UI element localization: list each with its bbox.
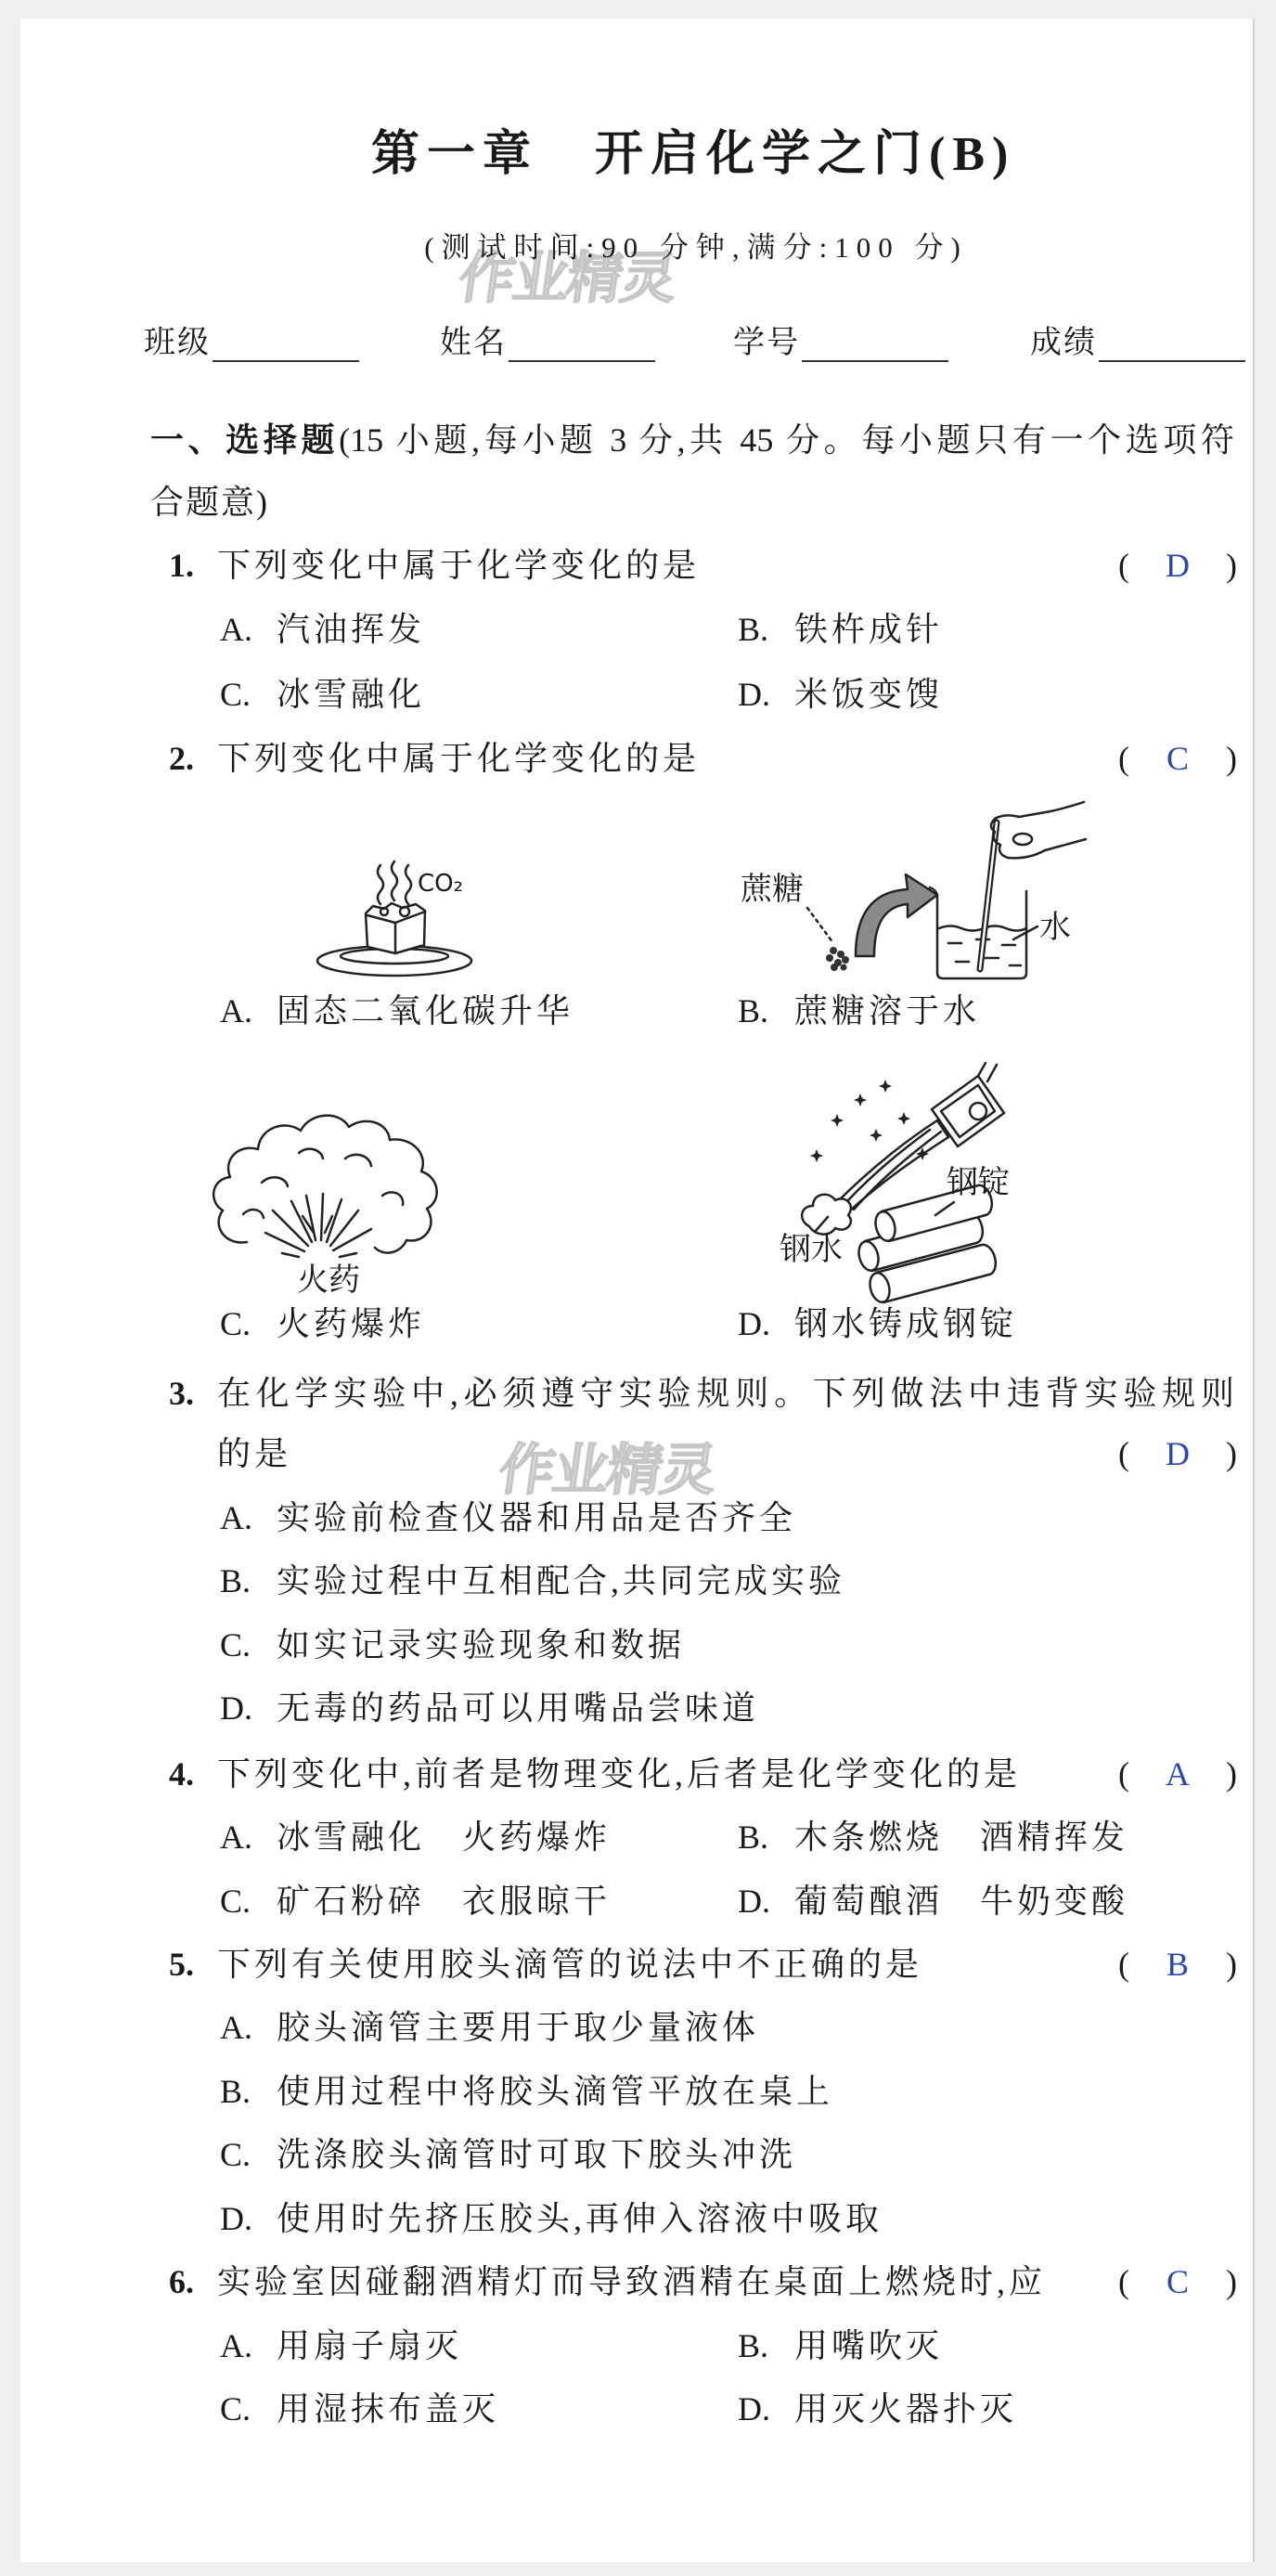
answer-open-paren: ( (1118, 1946, 1129, 1983)
option-label: B. (738, 992, 769, 1029)
question-stem: 下列变化中属于化学变化的是 (217, 547, 701, 584)
vapor-line (406, 865, 411, 904)
section-note-continued: 合题意) (150, 484, 269, 521)
figure-label-sugar: 蔗糖 (741, 871, 804, 908)
section-title: 一、选择题 (150, 421, 340, 459)
option-a (220, 611, 425, 648)
option-label: C. (220, 1883, 251, 1920)
option-b (220, 2073, 833, 2110)
option-text: 用嘴吹灭 (794, 2327, 944, 2364)
option-a (220, 1819, 611, 1856)
option-a (220, 2327, 462, 2364)
option-c (220, 1883, 611, 1920)
question-number: 5. (169, 1946, 194, 1983)
option-text: 蔗糖溶于水 (794, 992, 981, 1029)
class-label: 班级 (144, 326, 211, 360)
question-stem: 下列变化中属于化学变化的是 (217, 740, 701, 777)
figure-label-molten-steel: 钢水 (780, 1231, 843, 1268)
option-text: 使用时先挤压胶头,再伸入溶液中吸取 (277, 2200, 883, 2237)
option-text: 用灭火器扑灭 (794, 2390, 1018, 2427)
option-label: D. (738, 1305, 770, 1342)
answer-letter: C (1166, 2263, 1189, 2300)
option-label: C. (220, 676, 251, 713)
figure-molten-steel-casting (772, 1063, 1037, 1314)
arrow (856, 874, 937, 956)
option-label: C. (220, 1305, 251, 1342)
smoke-puff (802, 1195, 851, 1235)
option-label: A. (220, 1499, 252, 1536)
option-a (220, 992, 574, 1029)
answer-open-paren: ( (1118, 547, 1129, 584)
answer-open-paren: ( (1118, 740, 1129, 777)
hand (991, 802, 1086, 858)
option-label: B. (738, 2327, 769, 2364)
option-d (738, 2390, 1017, 2427)
option-label: C. (220, 2136, 251, 2173)
vapor-line (378, 865, 383, 904)
option-c (220, 676, 425, 713)
answer-box (1118, 2263, 1237, 2300)
watermark: 作业精灵 (495, 1438, 719, 1503)
option-label: A. (220, 611, 252, 648)
answer-box (1118, 1946, 1237, 1983)
question-number: 1. (169, 547, 194, 584)
answer-letter: D (1166, 1435, 1190, 1472)
answer-letter: A (1166, 1755, 1190, 1793)
figure-label-co2: CO₂ (418, 870, 464, 898)
option-text: 实验前检查仪器和用品是否齐全 (277, 1499, 797, 1536)
option-text: 铁杵成针 (794, 611, 944, 648)
figure-label-ingot: 钢锭 (947, 1164, 1010, 1201)
answer-close-paren: ) (1226, 1435, 1237, 1472)
option-label: D. (220, 2200, 252, 2237)
answer-box (1118, 1755, 1237, 1793)
option-text: 葡萄酿酒 牛奶变酸 (794, 1883, 1129, 1920)
option-text: 矿石粉碎 衣服晾干 (277, 1883, 612, 1920)
option-a (220, 2009, 759, 2046)
option-label: B. (738, 1819, 769, 1856)
section-heading (150, 421, 1234, 459)
answer-open-paren: ( (1118, 1435, 1129, 1472)
sugar-pointer (807, 908, 833, 943)
question-number: 6. (169, 2263, 194, 2300)
vapor-line (392, 861, 397, 900)
question-number: 4. (169, 1755, 194, 1793)
option-label: D. (220, 1689, 252, 1727)
question-stem-continued: 的是 (217, 1435, 292, 1472)
option-text: 如实记录实验现象和数据 (277, 1626, 686, 1663)
option-text: 冰雪融化 (277, 676, 426, 713)
figure-gunpowder-explosion (206, 1094, 452, 1307)
answer-letter: C (1166, 740, 1189, 777)
option-label: D. (738, 1883, 770, 1920)
student-id-label: 学号 (733, 326, 800, 360)
chapter-number: 第一章 (371, 128, 539, 181)
option-d (738, 1883, 1128, 1920)
option-d (220, 1689, 759, 1727)
name-blank (509, 332, 655, 362)
answer-open-paren: ( (1118, 2263, 1129, 2300)
option-text: 实验过程中互相配合,共同完成实验 (277, 1562, 846, 1599)
answer-close-paren: ) (1225, 2263, 1237, 2300)
option-c (220, 2390, 499, 2427)
option-text: 洗涤胶头滴管时可取下胶头冲洗 (277, 2136, 797, 2173)
option-text: 冰雪融化 火药爆炸 (277, 1819, 612, 1856)
test-info: (测试时间:90 分钟,满分:100 分) (424, 231, 968, 264)
figure-label-gunpowder: 火药 (297, 1262, 360, 1299)
answer-box (1118, 740, 1237, 777)
option-label: A. (220, 1819, 252, 1856)
score-field (1030, 325, 1245, 362)
option-text: 固态二氧化碳升华 (277, 992, 574, 1029)
option-b (738, 992, 980, 1029)
answer-open-paren: ( (1118, 1755, 1129, 1793)
answer-letter: D (1166, 547, 1190, 584)
option-label: D. (738, 676, 770, 713)
figure-sugar-dissolving (733, 798, 1090, 989)
option-d (738, 676, 943, 713)
question-stem: 下列有关使用胶头滴管的说法中不正确的是 (217, 1946, 923, 1983)
option-b (738, 2327, 943, 2364)
question-stem: 在化学实验中,必须遵守实验规则。下列做法中违背实验规则 (217, 1375, 1234, 1412)
answer-box (1118, 547, 1237, 584)
student-id-field (733, 325, 948, 362)
question-number: 3. (169, 1375, 194, 1412)
question-stem: 实验室因碰翻酒精灯而导致酒精在桌面上燃烧时,应 (217, 2263, 1047, 2300)
option-label: A. (220, 2327, 252, 2364)
answer-close-paren: ) (1225, 740, 1237, 777)
option-b (220, 1562, 845, 1599)
steel-ingots (856, 1185, 996, 1304)
answer-letter: B (1166, 1946, 1189, 1983)
answer-close-paren: ) (1225, 1946, 1237, 1983)
option-d (220, 2200, 883, 2237)
option-a (220, 1499, 796, 1536)
option-label: A. (220, 992, 252, 1029)
page-title: 开启化学之门(B) (595, 128, 1016, 181)
option-text: 胶头滴管主要用于取少量液体 (277, 2009, 760, 2046)
option-b (738, 611, 943, 648)
answer-box (1118, 1435, 1237, 1472)
watermark: 作业精灵 (455, 246, 679, 311)
class-blank (213, 332, 359, 362)
question-stem: 下列变化中,前者是物理变化,后者是化学变化的是 (217, 1755, 1022, 1793)
option-text: 钢水铸成钢锭 (794, 1305, 1018, 1342)
answer-close-paren: ) (1226, 1755, 1237, 1793)
name-field (440, 325, 655, 362)
question-number: 2. (169, 740, 194, 777)
answer-close-paren: ) (1226, 547, 1237, 584)
section-note: (15 小题,每小题 3 分,共 45 分。每小题只有一个选项符 (339, 421, 1234, 459)
option-c (220, 1305, 425, 1342)
figure-dry-ice-sublimation (306, 852, 492, 987)
option-label: B. (220, 2073, 251, 2110)
option-text: 用湿抹布盖灭 (277, 2390, 500, 2427)
option-label: C. (220, 2390, 251, 2427)
option-d (738, 1305, 1017, 1342)
name-label: 姓名 (440, 326, 507, 360)
option-label: D. (738, 2390, 770, 2427)
option-text: 火药爆炸 (277, 1305, 426, 1342)
option-text: 无毒的药品可以用嘴品尝味道 (277, 1689, 760, 1727)
option-text: 木条燃烧 酒精挥发 (794, 1819, 1129, 1856)
option-c (220, 2136, 796, 2173)
option-label: C. (220, 1626, 251, 1663)
option-text: 用扇子扇灭 (277, 2327, 463, 2364)
option-label: B. (738, 611, 769, 648)
option-label: B. (220, 1562, 251, 1599)
score-label: 成绩 (1030, 326, 1097, 360)
student-id-blank (802, 332, 948, 362)
sugar-grains (826, 947, 849, 971)
option-text: 使用过程中将胶头滴管平放在桌上 (277, 2073, 834, 2110)
figure-label-water: 水 (1039, 909, 1071, 946)
class-field (144, 325, 359, 362)
option-b (738, 1819, 1128, 1856)
option-label: A. (220, 2009, 252, 2046)
score-blank (1099, 332, 1245, 362)
option-text: 米饭变馊 (794, 676, 944, 713)
option-c (220, 1626, 685, 1663)
option-text: 汽油挥发 (277, 611, 426, 648)
